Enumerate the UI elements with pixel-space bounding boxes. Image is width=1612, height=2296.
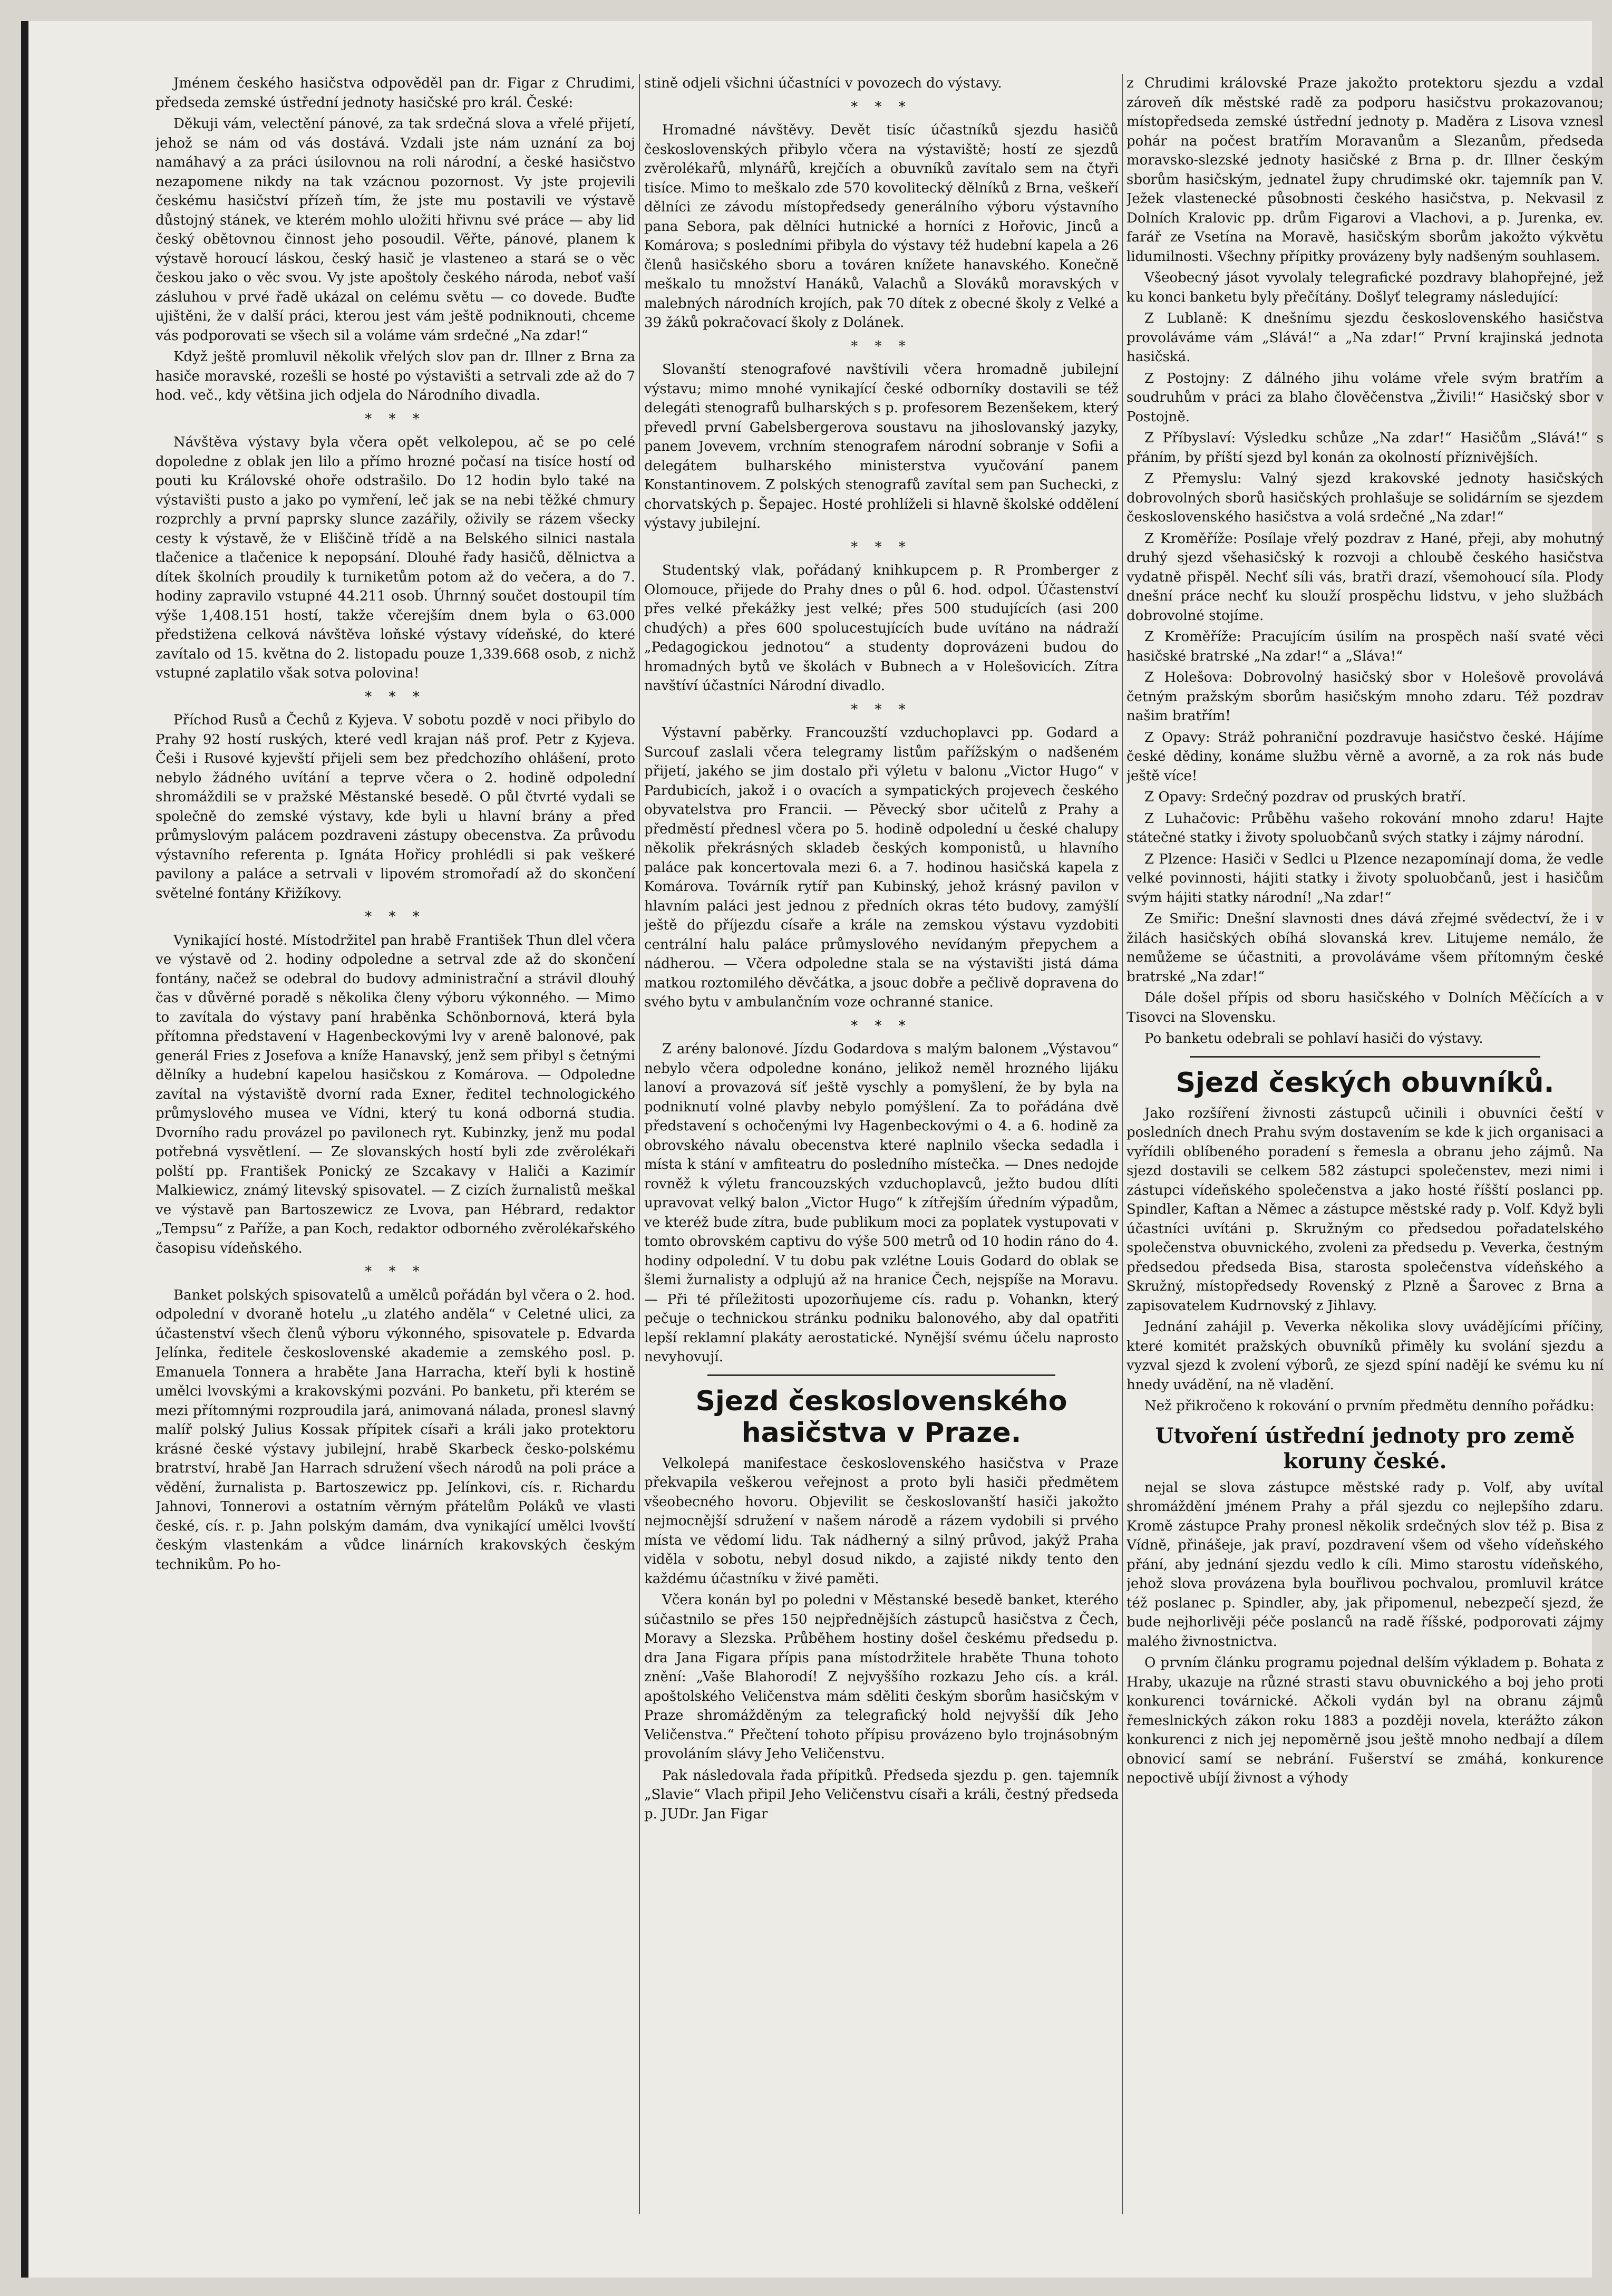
paragraph: Návštěva výstavy byla včera opět velkolepou, ač se po celé dopoledne z oblak jen lilo a přímo hrozné počasí na tisíce hostí od pouti ku Královské ohoře odstrašilo. Do 12 hodin bylo také na výstavišti pusto a jako po vymření, leč jak se na nebi těžké chmury rozprchly a první paprsky slunce zazářily, oživily se rázem všecky cesty k výstavě, že v Eliščině třídě a na Belského silnici nastala tlačenice a tlačenice k nepopsání. Dlouhé řady hasičů, dělnictva a dítek školních proudily k turniketům potom až do večera, a do 7. hodiny zapravilo vstupné 44.211 osob. Úhrnný součet dostoupil tím výše 1,408.151 hostí, takže včerejším dnem byla o 63.000 předstižena celková návštěva loňské výstavy vídeňské, do které zavítalo od 15. května do 2. listopadu pouze 1,339.668 osob, z nichž vstupné zaplatilo však sotva polovina! [156, 434, 635, 681]
paragraph: Z Příbyslaví: Výsledku schůze „Na zdar!“ Hasičům „Slává!“ s přáním, by příští sjezd byl konán za okolností příznivějších. [1127, 430, 1604, 466]
paragraph: Ze Smiřic: Dnešní slavnosti dnes dává zřejmé svědectví, že i v žilách hasičských obíhá slovanská krev. Litujeme nemálo, že nemůžeme se účastniti, a provoláváme všem přítomným české bratrské „Na zdar!“ [1127, 911, 1604, 985]
section-separator: * * * [851, 701, 912, 718]
paragraph: Z Přemyslu: Valný sjezd krakovské jednoty hasičských dobrovolných sborů hasičských prohlašuje se solidárním se sjezdem československého hasičstva a volá srdečné „Na zdar!“ [1127, 471, 1604, 525]
paragraph: Velkolepá manifestace československého hasičstva v Praze překvapila veškerou veřejnost a proto byli hasiči předmětem všeobecného hovoru. Objevilit se českoslovanští hasiči jakožto nejmocnější sdružení v našem národě a rázem vydobili si prvého místa ve vědomí lidu. Tak nádherný a silný průvod, jakýž Praha viděla v sobotu, nebyl dosud nikdo, a zajisté nikdy tento den každému účastníku v živé paměti. [644, 1455, 1119, 1587]
paragraph: Jednání zahájil p. Veverka několika slovy uvádějícími příčiny, které komitét pražských obuvníků přiměly ku svolání sjezdu a vyzval sjezd k zvolení výborů, ze sjezd spíní nadějí ke svému ku ní hnedy uvádění, na ně vladění. [1127, 1319, 1604, 1393]
paragraph: z Chrudimi královské Praze jakožto protektoru sjezdu a vzdal zároveň dík městské radě za podporu hasičstvu prokazovanou; místopředseda zemské ústřední jednoty p. Maděra z Lisova vznesl pohár na počest bratřím Moravanům a Slezanům, předseda moravsko-slezské jednoty hasičské z Brna p. dr. Illner českým sborům hasičským, jednatel župy chrudimské okr. tajemník pan V. Ježek vlastenecké působnosti českého hasičstva, p. Nekvasil z Dolních Kralovic pp. drům Figarovi a Vlachovi, a p. Jurenka, ev. farář ze Vsetína na Moravě, hasičským sborům jakožto výkvětu lidumilnosti. Všechny přípitky provázeny byly nadšeným souhlasem. [1127, 75, 1604, 265]
subsection-heading: Utvoření ústřední jednoty pro země koruny české. [1155, 1423, 1575, 1474]
column-3 [1127, 74, 1604, 2235]
paragraph: Z Lublaně: K dnešnímu sjezdu československého hasičstva provoláváme vám „Slává!“ a „Na zdar!“ První krajinská jednota hasičská. [1127, 311, 1604, 365]
paragraph: nejal se slova zástupce městské rady p. Volf, aby uvítal shromáždění jménem Prahy a přál sjezdu co nejlepšího zdaru. Kromě zástupce Prahy pronesl několik srdečných slov též p. Bisa z Vídně, přinášeje, jak praví, pozdravení všem od všeho vídeňského přání, aby jednání sjezdu vedlo k cíli. Mimo starostu vídeňského, jehož slova provázena byla bouřlivou pochvalou, promluvil krátce též poslanec p. Spindler, aby, jak připomenul, nebezpečí sjezd, že bude nejhorlivěji péče poslanců na radě říšské, podporovati zájmy malého živnostnictva. [1127, 1479, 1604, 1650]
newspaper-page [21, 21, 1604, 2278]
paragraph: Dále došel přípis od sboru hasičského v Dolních Měčících a v Tisovci na Slovensku. [1127, 990, 1604, 1025]
paragraph: Jako rozšíření živnosti zástupců učinili i obuvníci čeští v posledních dnech Prahu svým dostavením se kde k jich organisaci a vyřídili oblíbeného poradení s řemesla a obranu jeho zájmů. Na sjezd dostavili se celkem 582 zástupci společenstev, mezi nimi i zástupci vídeňského společenstva a jako hosté říšští poslanci pp. Spindler, Kaftan a Němec a zástupce městské rady p. Volf. Když byli účastníci uvítáni p. Skružným co předsedou pořadatelského společenstva obuvnického, zvoleni za předsedu p. Veverka, čestným předsedou předseda Bisa, starosta společenstva vídeňského a Skružný, místopředsedy Rovenský z Plzně a Šarovec z Brna a zapisovatelem Kudrnovský z Jihlavy. [1127, 1105, 1604, 1314]
paragraph: O prvním článku programu pojednal delším výkladem p. Bohata z Hraby, ukazuje na různé strasti stavu obuvnického a boj jeho proti konkurenci továrnické. Ačkoli vydán byl na obranu zájmů řemeslnických zákon roku 1883 a později novela, kterážto zákon konkurenci z nich jej nepoměrně jsou ještě mnoho nedbají a dílem obnovicí samí se nebrání. Fušerství se zmáhá, konkurence nepoctivě ubíjí živnost a výhody [1127, 1655, 1604, 1786]
paragraph: stině odjeli všichni účastníci v povozech do výstavy. [644, 75, 1002, 91]
column-2 [644, 74, 1119, 2235]
section-separator: * * * [851, 338, 912, 354]
column-rule [1122, 74, 1123, 2214]
section-separator: * * * [851, 99, 912, 115]
section-separator: * * * [365, 1264, 426, 1280]
paragraph: Výstavní paběrky. Francouzští vzduchoplavci pp. Godard a Surcouf zaslali včera telegramy listům pařížským o nadšeném přijetí, jakého se jim dostalo při výletu v balonu „Victor Hugo“ v Pardubicích, jakož i o ovacích a sympatických projevech českého obyvatelstva pro Francii. — Pěvecký sbor učitelů z Prahy a předměstí přednesl včera po 5. hodině odpolední u české chalupy několik překrásných skladeb českých komponistů, u hlavního paláce pak koncertovala mezi 6. a 7. hodinou hasičská kapela z Komárova. Továrník rytíř pan Kubinský, jehož krásný pavilon v hlavním paláci jest jednou z předních okras této budovy, zamýšlí ještě do příjezdu císaře a krále na zemskou výstavu vyzdobiti centrální halu paláce průmyslového nevídaným přepychem a nádherou. — Včera odpoledne stala se na výstavišti jistá dáma matkou roztomilého děvčátka, a jsouc dobře a pečlivě dopravena do svého bytu v ambulančním voze ochranné stanice. [644, 725, 1119, 1010]
paragraph: Jménem českého hasičstva odpověděl pan dr. Figar z Chrudimi, předseda zemské ústřední jednoty hasičské pro král. České: [156, 75, 635, 111]
section-separator: * * * [365, 689, 426, 705]
paragraph: Z arény balonové. Jízdu Godardova s malým balonem „Výstavou“ nebylo včera odpoledne konáno, jelikož neměl hrozného lijáku lanoví a provazová síť ještě vyschly a pomyšlení, že by byla na podniknutí volné plavby nebylo pomýšlení. Za to pořádána dvě představení s ochočenými lvy Hagenbeckovými o 4. a 6. hodině za obrovského návalu obecenstva které naplnilo všecka sedadla i místa k stání v amfiteatru do posledního místečka. — Dnes nedojde rovněž k výletu francouzských vzduchoplavců, ježto budou dlíti upravovat velký balon „Victor Hugo“ k zítřejším úředním výpadům, ve kteréž bude zítra, bude publikum moci za poplatek vystupovati v tomto obrovském captivu do výše 500 metrů od 10 hodin ráno do 4. hodiny odpolední. V tu dobu pak vzlétne Louis Godard do oblak se šlemi žurnalisty a odplujú až na hranice Čech, nejspíše na Moravu. — Při té příležitosti upozorňujeme cís. radu p. Vohankn, který pečuje o technickou stránku podniku balonového, aby dal opatřiti lepší reklamní plakáty aerostatické. Nynější svému účelu naprosto nevyhovují. [644, 1041, 1119, 1365]
paragraph: Z Kroměříže: Posílaje vřelý pozdrav z Hané, přeji, aby mohutný druhý sjezd všehasičský k rozvoji a chloubě českého hasičstva vydatně přispěl. Nechť síli vás, bratři drazí, všemohoucí síla. Plody dnešní práce nechť ku slouží prospěchu lidstvu, v jeho službách dobrovolné stojíme. [1127, 530, 1604, 624]
column-1 [156, 74, 635, 2235]
paragraph: Příchod Rusů a Čechů z Kyjeva. V sobotu pozdě v noci přibylo do Prahy 92 hostí ruských, které vedl krajan náš prof. Petr z Kyjeva. Češi i Rusové kyjevští přijeli sem bez předchozího ohlášení, proto nebylo žádného uvítání a teprve včera o 2. hodině odpolední shromáždili se v pražské Městanské besedě. O půl čtvrté vydali se společně do zemské výstavy, kde byli u hlavní brány a před průmyslovým palácem pozdraveni zástupy obecenstva. Za průvodu výstavního referenta p. Ignáta Hořicy prohlédli si pak veškeré pavilony a paláce a setrvali v lipovém stromořadí až do skončení světelné fontány Křižíkovy. [156, 712, 635, 902]
paragraph: Děkuji vám, velectění pánové, za tak srdečná slova a vřelé přijetí, jehož se nám od vás dostává. Vzdali jste nám uznání za boj namáhavý a za práci úsilovnou na roli národní, a české hasičstvo nezapomene nikdy na tak vzácnou pozornost. Vy jste projevili českému hasičství přízeň tím, že jste mu postavili ve výstavě důstojný stánek, ve kterém mohlo uložiti hřivnu své práce — aby lid český obětovnou činnost jeho posoudil. Věřte, pánové, planem k výstavě horoucí láskou, český hasič je vlasteneo a stará se o věc českou jako o věc svou. Vy jste apoštoly českého národa, neboť vaší zásluhou v prvé řadě ukázal on celému světu — co dovede. Buďte ujištěni, že v další práci, kterou jest vám ještě podniknouti, chceme vás podporovati se všech sil a voláme vám srdečné „Na zdar!“ [156, 116, 635, 344]
paragraph: Hromadné návštěvy. Devět tisíc účastníků sjezdu hasičů československých přibylo včera na výstaviště; hostí ze sjezdů zvěrolékařů, mlynářů, krejčích a obuvníků zavítalo sem na čtyři tisíce. Mimo to meškalo zde 570 kovolitecký dělníků z Brna, veškeří dělníci ze závodu místopředsedy generálního výboru výstavního pana Sebora, pak dělníci hutnické a horníci z Hořovic, Jinců a Komárova; s posledními přibyla do výstavy též hudební kapela a 26 členů hasičského sboru a továren knížete hanavského. Konečně meškalo tu množství Hanáků, Valachů a Slováků moravských v malebných národních krojích, pak 70 dítek z obecné školy z Velké a 39 žáků pokračovací školy z Dolánek. [644, 122, 1119, 331]
paragraph: Včera konán byl po poledni v Městanské besedě banket, kterého súčastnilo se přes 150 nejpřednějších zástupců hasičstva z Čech, Moravy a Slezska. Průběhem hostiny došel českému předsedu p. dra Jana Figara přípis pana místodržitele hraběte Thuna tohoto znění: „Vaše Blahorodí! Z nejvyššího rozkazu Jeho cís. a král. apoštolského Veličenstva mám sděliti českým sborům hasičským v Praze shromážděným za telegrafický hold nejvyšší dík Jeho Veličenstva.“ Přečtení tohoto přípisu provázeno bylo trojnásobným provoláním slávy Jeho Veličenstvu. [644, 1592, 1119, 1762]
section-heading: Sjezd československého hasičstva v Praze. [695, 1385, 1067, 1449]
paragraph: Banket polských spisovatelů a umělců pořádán byl včera o 2. hod. odpolední v dvoraně hotelu „u zlatého anděla“ v Celetné ulici, za účastenství všech členů výboru výkonného, spisovatele p. Edvarda Jelínka, ředitele československé akademie a zemského posl. p. Emanuela Tonnera a hraběte Jana Harracha, kteří byli k hostině umělci lvovskými a krakovskými pozváni. Po banketu, při kterém se mezi přítomnými rozproudila jará, animovaná nálada, pronesl slavný malíř polský Julius Kossak přípitek císaři a králi jako protektoru krásné české výstavy jubilejní, hrabě Skarbeck česko-polskému bratrství, hrabě Jan Harrach sdružení všech národů na poli práce a vědění, žurnalista p. Bartoszewicz pp. Jelínkovi, cís. r. Richardu Jahnovi, Tonnerovi a ostatním věrným přátelům Poláků ve vlasti české, cís. r. p. Jahn polským damám, dva vynikající umělci lvovští českým vlastenkám a vůdce linárních krakovských českým technikům. Po ho- [156, 1287, 635, 1573]
paragraph: Z Opavy: Srdečný pozdrav od pruských bratří. [1144, 789, 1467, 805]
paragraph: Z Luhačovic: Průběhu vašeho rokování mnoho zdaru! Hajte státečné statky i životy spoluobčanů svých statky i zájmy národní. [1127, 810, 1604, 846]
section-separator: * * * [365, 909, 426, 925]
paragraph: Studentský vlak, pořádaný knihkupcem p. R Promberger z Olomouce, přijede do Prahy dnes o půl 6. hod. odpol. Účastenství přes velké překážky jest velké; přes 500 studujících (asi 200 chudých) a přes 600 spolucestujících bude uvítáno na nádraží „Pedagogickou jednotou“ a studenty doprovázeni budou do hromadných bytů ve školách v Bubnech a v Holešovicích. Zítra navštíví účastníci Národní divadlo. [644, 563, 1119, 694]
paragraph: Z Opavy: Stráž pohraniční pozdravuje hasičstvo české. Hájíme české dědiny, konáme službu věrně a avorně, a za rok nás bude ještě více! [1127, 729, 1604, 784]
column-rule [639, 74, 640, 2214]
paragraph: Z Kroměříže: Pracujícím úsilím na prospěch naší svaté věci hasičské bratrské „Na zdar!“ a „Sláva!“ [1127, 629, 1604, 664]
section-heading: Sjezd českých obuvníků. [1176, 1067, 1555, 1099]
paragraph: Po banketu odebrali se pohlaví hasiči do výstavy. [1144, 1031, 1483, 1047]
paragraph: Vynikající hosté. Místodržitel pan hrabě František Thun dlel včera ve výstavě od 2. hodiny odpoledne a setrval zde až do skončení fontány, načež se odebral do budovy administrační a strávil dlouhý čas v důvěrné poradě s několika členy výboru výkonného. — Mimo to zavítala do výstavy paní hraběnka Schönbornová, která byla přítomna představení v Hagenbeckovými lvy v areně balonové, pak generál Fries z Josefova a kníže Hanavský, jenž sem přibyl s četnými dělníky a hudební kapelou hasičskou z Komárova. — Odpoledne zavítal na výstaviště dvorní rada Exner, ředitel technologického průmyslového musea ve Vídni, který tu koná odborná studia. Dvorního radu provázel po pavilonech ryt. Kubinzky, jenž mu podal potřebná vysvětlení. — Ze slovanských hostí byli zde zvěrolékaři polští pp. František Ponický ze Szcakavy v Haliči a Kazimír Malkiewicz, známý litevský spisovatel. — Z cizích žurnalistů meškal ve výstavě pan Bartoszewicz ze Lvova, pan Hébrard, redaktor „Tempsu“ z Paříže, a pan Koch, redaktor odborného zvěrolékařského časopisu vídeňského. [156, 932, 635, 1256]
paragraph: Z Plzence: Hasiči v Sedlci u Plzence nezapomínají doma, že vedle velké povinnosti, hájiti statky i životy spoluobčanů, jest i hasičům svým hájiti statky národní! „Na zdar!“ [1127, 851, 1604, 906]
section-rule [1190, 1056, 1540, 1058]
paragraph: Pak následovala řada přípitků. Předseda sjezdu p. gen. tajemník „Slavie“ Vlach připil Jeho Veličenstvu císaři a králi, čestný předseda p. JUDr. Jan Figar [644, 1767, 1119, 1822]
paragraph: Z Postojny: Z dálného jihu voláme vřele svým bratřím a soudruhům v práci za blaho člověčenstva „Živili!“ Hasičský sbor v Postojně. [1127, 370, 1604, 425]
paragraph: Slovanští stenografové navštívili včera hromadně jubilejní výstavu; mimo mnohé vynikající české odborníky dostavili se též delegáti stenografů bulharských s p. profesorem Bezenšekem, který převedl první Gabelsbergerova soustavu na jihoslovanský jazyky, panem Jovevem, vrchním stenografem národní sobranje v Sofii a delegátem bulharského ministerstva vyučování panem Konstantinovem. Z polských stenografů zavítal sem pan Suchecki, z chorvatských p. Šepajec. Hosté prohlíželi si hlavně školské oddělení výstavy jubilejní. [644, 362, 1119, 531]
paragraph: Všeobecný jásot vyvolaly telegrafické pozdravy blahopřejné, jež ku konci banketu byly přečítány. Došlyť telegramy následující: [1127, 270, 1604, 305]
left-binding-edge [21, 21, 28, 2278]
section-separator: * * * [851, 539, 912, 555]
section-separator: * * * [365, 411, 426, 427]
paragraph: Když ještě promluvil několik vřelých slov pan dr. Illner z Brna za hasiče moravské, rozešli se hosté po výstavišti a setrvali zde až do 7 hod. več., kdy většina jich odjela do Národního divadla. [156, 349, 635, 403]
section-rule [707, 1374, 1055, 1376]
paragraph: Než přikročeno k rokování o prvním předmětu denního pořádku: [1144, 1398, 1595, 1414]
section-separator: * * * [851, 1018, 912, 1034]
paragraph: Z Holešova: Dobrovolný hasičský sbor v Holešově provolává četným pražským sborům hasičským mnoho zdaru. Též pozdrav našim bratřím! [1127, 670, 1604, 724]
